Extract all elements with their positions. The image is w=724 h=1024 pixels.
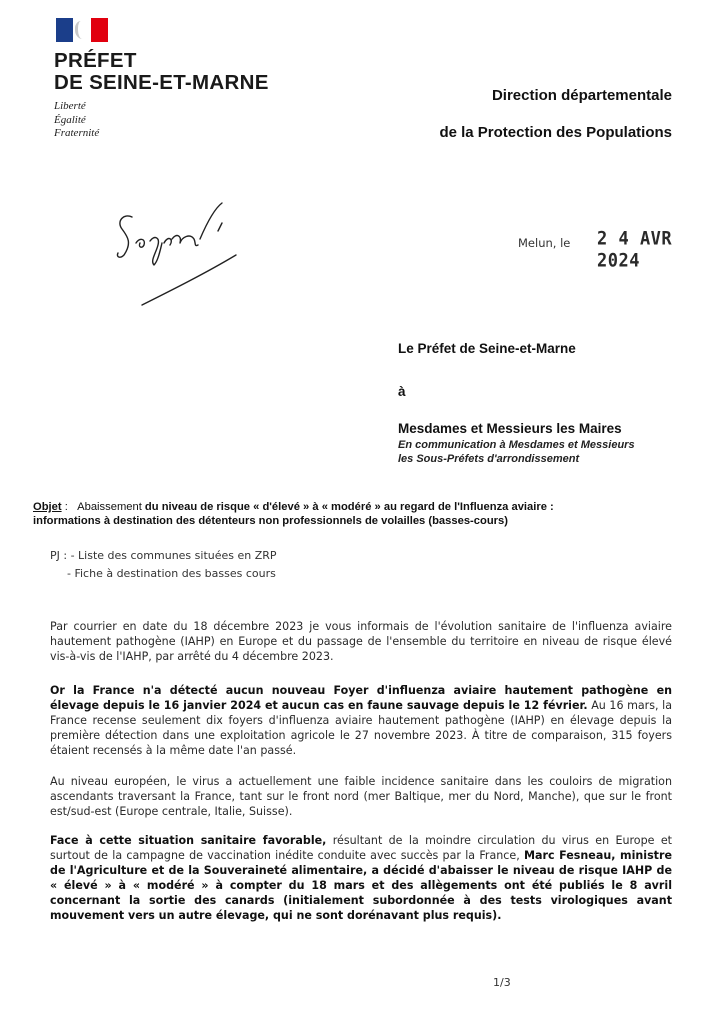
marianne-profile-icon <box>75 21 90 39</box>
subject-text-bold-2: informations à destination des détenteurs non professionnels de volailles (basses-cours) <box>33 515 508 527</box>
flag-white-band <box>73 18 91 42</box>
republic-motto <box>54 100 99 141</box>
direction-line-2: de la Protection des Populations <box>439 124 672 141</box>
motto-liberte: Liberté <box>54 100 86 112</box>
cc-line-1: En communication à Mesdames et Messieurs <box>398 439 635 451</box>
handwritten-signature <box>110 195 250 315</box>
subject-label: Objet <box>33 501 62 513</box>
motto-fraternite: Fraternité <box>54 127 100 139</box>
subject-text-normal: Abaissement <box>77 501 142 513</box>
addressing-to: à <box>398 384 406 399</box>
subject-block <box>33 500 693 528</box>
prefecture-name <box>54 50 269 94</box>
paragraph-4-bold-1: Face à cette situation sanitaire favorable, <box>50 834 327 847</box>
date-place: Melun, le <box>518 236 571 250</box>
paragraph-3: Au niveau européen, le virus a actuellement une faible incidence sanitaire dans les couloirs de migration ascendants traversant la France, tant sur le front nord (mer Baltique, mer du Nord, Manche), que sur le front est/sud-est (Europe centrale, Italie, Suisse). <box>50 775 672 818</box>
paragraph-2-text: Au 16 mars, la France recense seulement dix foyers d'influenza aviaire hautement pathogène (IAHP) en élevage depuis la première détection dans une exploitation agricole le 27 novembre 2023. À titre de comparaison, 315 foyers étaient recensés à la même date l'an passé. <box>50 699 672 757</box>
recipient: Mesdames et Messieurs les Maires <box>398 421 622 436</box>
subject-line-1 <box>33 500 693 514</box>
prefecture-line-2: DE SEINE-ET-MARNE <box>54 71 269 94</box>
paragraph-2 <box>50 683 672 758</box>
subject-text-bold-1: du niveau de risque « d'élevé » à « modéré » au regard de l'Influenza aviaire : <box>141 501 554 513</box>
page-number: 1/3 <box>493 976 511 989</box>
flag-red-band <box>91 18 108 42</box>
subject-colon: : <box>61 501 68 513</box>
direction-line-1: Direction départementale <box>491 87 672 104</box>
paragraph-4-bold-2: Marc Fesneau, ministre de l'Agriculture et de la Souveraineté alimentaire, a décidé d'abaisser le niveau de risque IAHP de « élevé » à « modéré » à compter du 18 mars et des allègements ont été publiés le 8 avril concernant la sortie des canards (initialement subordonnée à des tests virologiques avant mouvement vers un autre élevage, qui ne sont dorénavant plus requis). <box>50 849 672 922</box>
date-stamp: 2 4 AVR 2024 <box>597 228 673 272</box>
motto-egalite: Égalité <box>54 113 86 126</box>
cc-line-2: les Sous-Préfets d'arrondissement <box>398 453 580 465</box>
paragraph-1: Par courrier en date du 18 décembre 2023 je vous informais de l'évolution sanitaire de l'influenza aviaire hautement pathogène (IAHP) en Europe et du passage de l'ensemble du territoire en niveau de risque élevé vis-à-vis de l'IAHP, par arrêté du 4 décembre 2023. <box>50 620 672 663</box>
paragraph-2-bold: Or la France n'a détecté aucun nouveau Foyer d'influenza aviaire hautement pathogène en élevage depuis le 16 janvier 2024 et aucun cas en faune sauvage depuis le 12 février. <box>50 684 672 712</box>
sender: Le Préfet de Seine-et-Marne <box>398 341 576 356</box>
prefecture-line-1: PRÉFET <box>54 49 137 72</box>
paragraph-4-text-1: résultant de la moindre circulation du virus en Europe et surtout de la campagne de vaccination inédite conduite avec succès par la France, <box>50 834 672 862</box>
attachment-line-2: - Fiche à destination des basses cours <box>67 567 276 580</box>
attachment-line-1: PJ : - Liste des communes situées en ZRP <box>50 549 277 562</box>
paragraph-4 <box>50 833 672 923</box>
flag-blue-band <box>56 18 73 42</box>
marianne-logo <box>56 18 108 42</box>
